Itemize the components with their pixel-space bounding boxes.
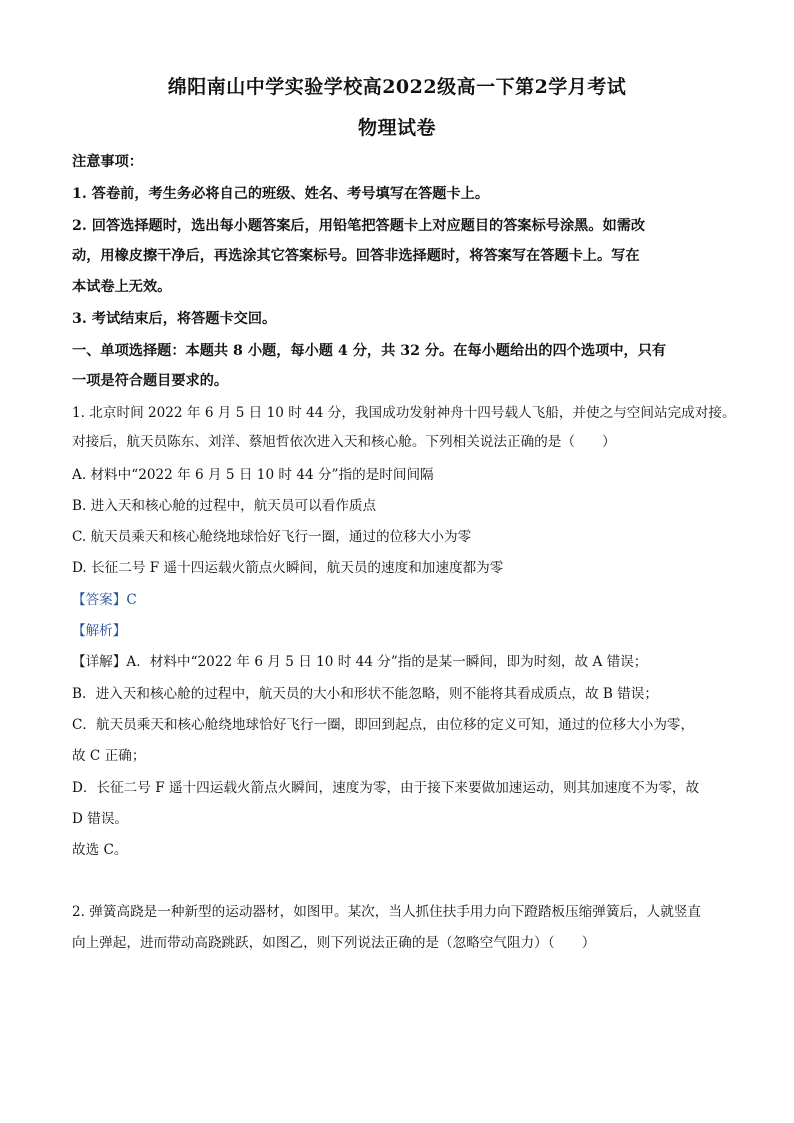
q2-stem-line-1: 2. 弹簧高跷是一种新型的运动器材，如图甲。某次，当人抓住扶手用力向下蹬踏板压缩弹簧后，人就竖直 bbox=[72, 904, 702, 920]
note-item-2-line-1: 2. 回答选择题时，选出每小题答案后，用铅笔把答题卡上对应题目的答案标号涂黑。如需改 bbox=[72, 218, 646, 234]
note-item-3: 3. 考试结束后，将答题卡交回。 bbox=[72, 311, 277, 327]
q1-stem-line-1: 1. 北京时间 2022 年 6 月 5 日 10 时 44 分，我国成功发射神舟十四号载人飞船，并使之与空间站完成对接。 bbox=[72, 405, 736, 421]
q1-detail-line-2: B．进入天和核心舱的过程中，航天员的大小和形状不能忽略，则不能将其看成质点，故 B 错误； bbox=[72, 686, 658, 702]
q2-stem-line-2: 向上弹起，进而带动高跷跳跃，如图乙，则下列说法正确的是（忽略空气阻力）（ ） bbox=[72, 935, 596, 951]
note-item-2-line-2: 动，用橡皮擦干净后，再选涂其它答案标号。回答非选择题时，将答案写在答题卡上。写在 bbox=[72, 248, 640, 264]
q1-answer: 【答案】C bbox=[72, 592, 137, 608]
q1-option-d: D. 长征二号 F 遥十四运载火箭点火瞬间，航天员的速度和加速度都为零 bbox=[72, 560, 504, 576]
note-item-1: 1. 答卷前，考生务必将自己的班级、姓名、考号填写在答题卡上。 bbox=[72, 186, 490, 202]
q1-option-c: C. 航天员乘天和核心舱绕地球恰好飞行一圈，通过的位移大小为零 bbox=[72, 529, 472, 545]
q1-detail-line-7: 故选 C。 bbox=[72, 842, 128, 858]
section1-heading-line-1: 一、单项选择题：本题共 8 小题，每小题 4 分，共 32 分。在每小题给出的四个选项中，只有 bbox=[72, 343, 667, 359]
q1-detail-line-6: D 错误。 bbox=[72, 811, 129, 827]
notes-heading: 注意事项： bbox=[72, 154, 143, 170]
q1-detail-line-3: C．航天员乘天和核心舱绕地球恰好飞行一圈，即回到起点，由位移的定义可知，通过的位移大小为零， bbox=[72, 717, 695, 733]
note-item-2-line-3: 本试卷上无效。 bbox=[72, 279, 172, 295]
q1-detail-line-1: 【详解】A．材料中“2022 年 6 月 5 日 10 时 44 分”指的是某一瞬间，即为时刻，故 A 错误； bbox=[72, 654, 648, 670]
q1-stem-line-2: 对接后，航天员陈东、刘洋、蔡旭哲依次进入天和核心舱。下列相关说法正确的是（ ） bbox=[72, 434, 616, 450]
q1-detail-line-4: 故 C 正确； bbox=[72, 748, 146, 764]
q1-option-b: B. 进入天和核心舱的过程中，航天员可以看作质点 bbox=[72, 498, 377, 514]
q1-option-a: A. 材料中“2022 年 6 月 5 日 10 时 44 分”指的是时间间隔 bbox=[72, 467, 434, 483]
q1-analysis-label: 【解析】 bbox=[72, 623, 127, 639]
q1-detail-line-5: D．长征二号 F 遥十四运载火箭点火瞬间，速度为零，由于接下来要做加速运动，则其加速度不为零，故 bbox=[72, 780, 700, 796]
exam-subtitle: 物理试卷 bbox=[357, 117, 436, 139]
section1-heading-line-2: 一项是符合题目要求的。 bbox=[72, 373, 229, 389]
exam-title: 绵阳南山中学实验学校高2022级高一下第2学月考试 bbox=[167, 76, 627, 98]
